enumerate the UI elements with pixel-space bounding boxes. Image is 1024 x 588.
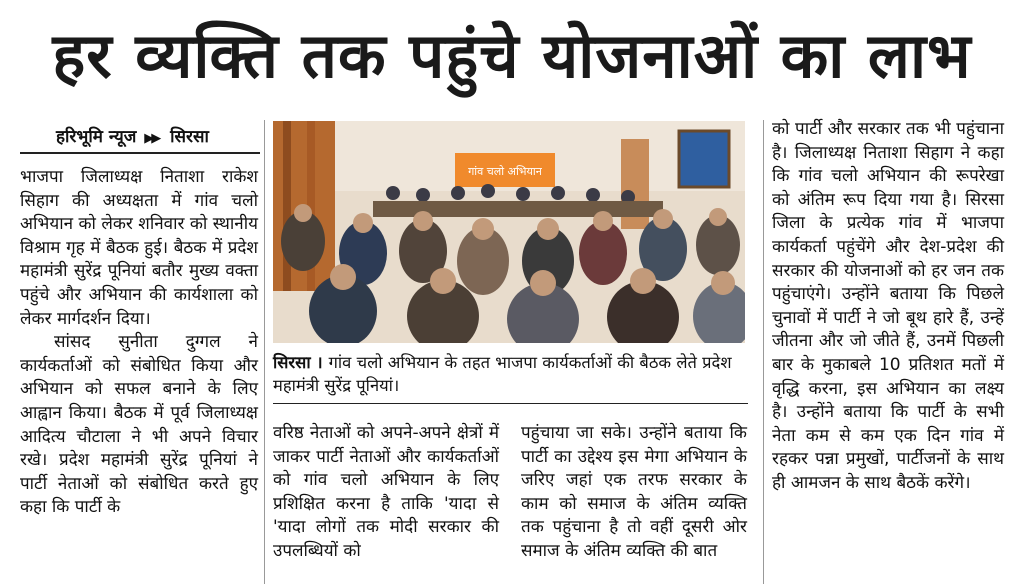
- column-3: [521, 422, 747, 586]
- meeting-photo: [273, 121, 745, 343]
- column-divider: [264, 120, 265, 584]
- byline: [56, 124, 209, 147]
- column-4-paragraph: को पार्टी और सरकार तक भी पहुंचाना है। जिलाध्यक्ष निताशा सिहाग ने कहा कि गांव चलो अभियान की रूपरेखा को अंतिम रूप दिया गया है। सिरसा जिला के प्रत्येक गांव में भाजपा कार्यकर्ता पहुंचेंगे और देश-प्रदेश की सरकार की योजनाओं को हर जन तक पहुंचाएंगे। उन्होंने बताया कि पिछले चुनावों में पार्टी ने जो बूथ हारे हैं, उन्हें जीतना और जो जीते हैं, उनमें पिछली बार के मुकाबले 10 प्रतिशत मतों में वृद्धि करना, इस अभियान का लक्ष्य है। उन्होंने बताया कि पार्टी के सभी नेता कम से कम एक दिन गांव में रहकर पन्ना प्रमुखों, पार्टीजनों के साथ ही आमजन के साथ बैठकें करेंगे।: [772, 119, 1004, 493]
- byline-source: हरिभूमि न्यूज: [56, 127, 137, 147]
- column-divider: [763, 120, 764, 584]
- column-2-paragraph: वरिष्ठ नेताओं को अपने-अपने क्षेत्रों में जाकर पार्टी नेताओं और कार्यकर्ताओं को गांव चलो अभियान के लिए प्रशिक्षित करना है ताकि 'यादा से 'यादा लोगों तक मोदी सरकार की उपलब्धियों को: [273, 423, 499, 561]
- caption-text: गांव चलो अभियान के तहत भाजपा कार्यकर्ताओं की बैठक लेते प्रदेश महामंत्री सुरेंद्र पूनियां।: [273, 353, 732, 395]
- photo-banner-text: गांव चलो अभियान: [468, 165, 542, 178]
- column-1: [20, 166, 258, 586]
- caption-place: सिरसा ।: [273, 353, 323, 372]
- column-4: [772, 118, 1004, 586]
- meeting-photo-image: [273, 121, 745, 343]
- column-1-paragraph-2: सांसद सुनीता दुग्गल ने कार्यकर्ताओं को संबोधित किया और अभियान को सफल बनाने के लिए आह्वान किया। बैठक में पूर्व जिलाध्यक्ष आदित्य चौटाला ने भी अपने विचार रखे। प्रदेश महामंत्री सुरेंद्र पूनियां ने पार्टी नेताओं को संबोधित करते हुए कहा कि पार्टी के: [20, 332, 258, 518]
- caption-rule: [273, 403, 748, 404]
- byline-city: सिरसा: [170, 127, 209, 147]
- column-3-paragraph: पहुंचाया जा सके। उन्होंने बताया कि पार्टी का उद्देश्य इस मेगा अभियान के जरिए जहां एक तरफ सरकार के काम को समाज के अंतिम व्यक्ति तक पहुंचाना है तो वहीं दूसरी ओर समाज के अंतिम व्यक्ति की बात: [521, 423, 747, 561]
- photo-caption: [273, 351, 748, 397]
- column-1-paragraph-1: भाजपा जिलाध्यक्ष निताशा राकेश सिहाग की अध्यक्षता में गांव चलो अभियान को लेकर शनिवार को स्थानीय विश्राम गृह में बैठक हुई। बैठक में प्रदेश महामंत्री सुरेंद्र पूनियां बतौर मुख्य वक्ता पहुंचे और अभियान की कार्यशाला को लेकर मार्गदर्शन दिया।: [20, 167, 258, 329]
- byline-rule: [20, 152, 260, 154]
- column-2: [273, 422, 499, 586]
- byline-separator-icon: ▶▶: [144, 131, 159, 146]
- headline: हर व्यक्ति तक पहुंचे योजनाओं का लाभ: [52, 19, 972, 92]
